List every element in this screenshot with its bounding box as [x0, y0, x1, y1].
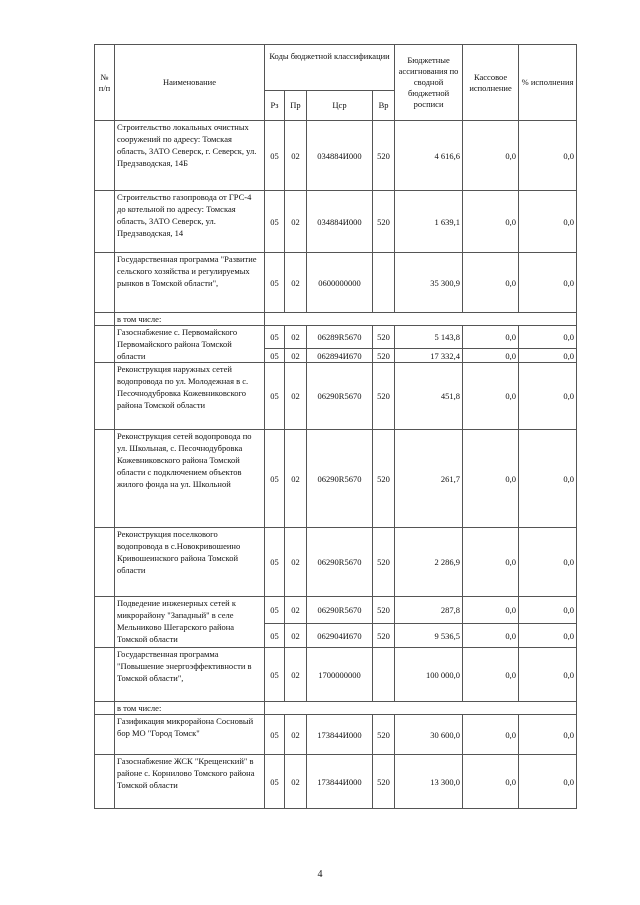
header-name: Наименование	[115, 45, 265, 121]
header-row-top	[95, 45, 577, 91]
row-name: Строительство газопровода от ГРС-4 до котельной по адресу: Томская область, ЗАТО Северск, ул. Предзаводская, 14	[115, 191, 265, 253]
row-pr: 02	[285, 430, 307, 528]
row-vr: 520	[373, 755, 395, 809]
row-percent: 0,0	[519, 253, 577, 313]
subheading-row	[95, 702, 577, 715]
header-cash: Кассовое исполнение	[463, 45, 519, 121]
row-csr: 062894И670	[307, 349, 373, 363]
row-num-cell	[95, 363, 115, 430]
row-allocation: 35 300,9	[395, 253, 463, 313]
table-row	[95, 755, 577, 809]
row-cash: 0,0	[463, 597, 519, 624]
row-percent: 0,0	[519, 349, 577, 363]
header-rz: Рз	[265, 91, 285, 121]
table-row	[95, 121, 577, 191]
row-allocation: 100 000,0	[395, 648, 463, 702]
row-rz: 05	[265, 191, 285, 253]
row-pr: 02	[285, 363, 307, 430]
row-percent: 0,0	[519, 648, 577, 702]
subheading-row	[95, 313, 577, 326]
row-name: Государственная программа "Развитие сельского хозяйства и регулируемых рынков в Томской области",	[115, 253, 265, 313]
row-vr	[373, 253, 395, 313]
row-allocation: 2 286,9	[395, 528, 463, 597]
row-csr: 06290R5670	[307, 430, 373, 528]
row-vr: 520	[373, 349, 395, 363]
row-num-cell	[95, 326, 115, 363]
row-allocation: 451,8	[395, 363, 463, 430]
row-cash: 0,0	[463, 624, 519, 648]
row-num-cell	[95, 191, 115, 253]
header-pr: Пр	[285, 91, 307, 121]
row-pr: 02	[285, 528, 307, 597]
row-cash: 0,0	[463, 121, 519, 191]
budget-execution-table	[94, 44, 577, 809]
row-allocation: 5 143,8	[395, 326, 463, 349]
program-row	[95, 648, 577, 702]
row-cash: 0,0	[463, 253, 519, 313]
row-rz: 05	[265, 715, 285, 755]
row-pr: 02	[285, 191, 307, 253]
page-number: 4	[317, 869, 323, 880]
row-cash: 0,0	[463, 755, 519, 809]
row-percent: 0,0	[519, 715, 577, 755]
row-pr: 02	[285, 648, 307, 702]
row-num-cell	[95, 648, 115, 702]
table-row	[95, 363, 577, 430]
row-allocation: 17 332,4	[395, 349, 463, 363]
row-pr: 02	[285, 326, 307, 349]
table-row	[95, 326, 577, 349]
row-rz: 05	[265, 528, 285, 597]
row-num-cell	[95, 253, 115, 313]
row-allocation: 9 536,5	[395, 624, 463, 648]
row-percent: 0,0	[519, 528, 577, 597]
row-name: Реконструкция поселкового водопровода в с.Новокривошеино Кривошеинского района Томской области	[115, 528, 265, 597]
row-cash: 0,0	[463, 430, 519, 528]
row-cash: 0,0	[463, 191, 519, 253]
row-percent: 0,0	[519, 755, 577, 809]
row-cash: 0,0	[463, 363, 519, 430]
row-allocation: 4 616,6	[395, 121, 463, 191]
row-csr: 06290R5670	[307, 597, 373, 624]
row-name: в том числе:	[115, 313, 265, 326]
row-name: Газоснабжение с. Первомайского Первомайского района Томской области	[115, 326, 265, 363]
row-name: Газоснабжение ЖСК "Крещенский" в районе с. Корнилово Томского района Томской области	[115, 755, 265, 809]
row-csr: 06290R5670	[307, 528, 373, 597]
row-pr: 02	[285, 349, 307, 363]
row-name: Подведение инженерных сетей к микрорайону "Западный" в селе Мельниково Шегарского района Томской области	[115, 597, 265, 648]
row-num-cell	[95, 597, 115, 648]
table-row	[95, 191, 577, 253]
row-pr: 02	[285, 715, 307, 755]
row-vr: 520	[373, 528, 395, 597]
row-cash: 0,0	[463, 648, 519, 702]
row-num-cell	[95, 430, 115, 528]
row-name: Государственная программа "Повышение энергоэффективности в Томской области",	[115, 648, 265, 702]
row-rz: 05	[265, 430, 285, 528]
table-row	[95, 430, 577, 528]
row-csr: 06290R5670	[307, 363, 373, 430]
header-allocation: Бюджетные ассигнования по сводной бюджетной росписи	[395, 45, 463, 121]
row-percent: 0,0	[519, 326, 577, 349]
header-codes-group: Коды бюджетной классификации	[265, 45, 395, 91]
row-allocation: 30 600,0	[395, 715, 463, 755]
row-percent: 0,0	[519, 191, 577, 253]
table-row	[95, 528, 577, 597]
row-num-cell	[95, 715, 115, 755]
row-cash: 0,0	[463, 326, 519, 349]
row-cash: 0,0	[463, 715, 519, 755]
row-rz: 05	[265, 121, 285, 191]
row-rz: 05	[265, 648, 285, 702]
row-num-cell	[95, 528, 115, 597]
row-pr: 02	[285, 253, 307, 313]
row-percent: 0,0	[519, 430, 577, 528]
row-pr: 02	[285, 755, 307, 809]
header-csr: Цср	[307, 91, 373, 121]
row-csr: 0600000000	[307, 253, 373, 313]
row-rz: 05	[265, 253, 285, 313]
row-pr: 02	[285, 624, 307, 648]
header-num: № п/п	[95, 45, 115, 121]
row-num-cell	[95, 121, 115, 191]
row-num-cell	[95, 313, 115, 326]
row-allocation: 261,7	[395, 430, 463, 528]
row-rz: 05	[265, 597, 285, 624]
row-rz: 05	[265, 363, 285, 430]
table-row	[95, 597, 577, 624]
row-vr: 520	[373, 597, 395, 624]
row-name: Строительство локальных очистных сооружений по адресу: Томская область, ЗАТО Северск, г. Северск, ул. Предзаводская, 14Б	[115, 121, 265, 191]
row-csr: 1700000000	[307, 648, 373, 702]
row-csr: 062904И670	[307, 624, 373, 648]
row-name: Газификация микрорайона Сосновый бор МО "Город Томск"	[115, 715, 265, 755]
row-allocation: 287,8	[395, 597, 463, 624]
row-vr: 520	[373, 363, 395, 430]
row-percent: 0,0	[519, 624, 577, 648]
row-name: Реконструкция сетей водопровода по ул. Школьная, с. Песочнодубровка Кожевниковского района Томской области с подключением объектов жилого фонда на ул. Школьной	[115, 430, 265, 528]
row-csr: 034884И000	[307, 191, 373, 253]
header-percent: % исполнения	[519, 45, 577, 121]
row-num-cell	[95, 755, 115, 809]
header-vr: Вр	[373, 91, 395, 121]
row-csr: 06289R5670	[307, 326, 373, 349]
row-vr: 520	[373, 121, 395, 191]
row-rz: 05	[265, 755, 285, 809]
row-rz: 05	[265, 349, 285, 363]
row-csr: 173844И000	[307, 755, 373, 809]
row-vr: 520	[373, 326, 395, 349]
table-row	[95, 715, 577, 755]
row-cash: 0,0	[463, 349, 519, 363]
row-percent: 0,0	[519, 121, 577, 191]
row-percent: 0,0	[519, 363, 577, 430]
row-vr: 520	[373, 624, 395, 648]
row-pr: 02	[285, 597, 307, 624]
subheading-filler	[265, 313, 577, 326]
row-rz: 05	[265, 624, 285, 648]
row-percent: 0,0	[519, 597, 577, 624]
row-num-cell	[95, 702, 115, 715]
row-pr: 02	[285, 121, 307, 191]
row-vr: 520	[373, 715, 395, 755]
row-name: в том числе:	[115, 702, 265, 715]
row-csr: 034884И000	[307, 121, 373, 191]
row-rz: 05	[265, 326, 285, 349]
row-vr: 520	[373, 191, 395, 253]
row-allocation: 1 639,1	[395, 191, 463, 253]
row-allocation: 13 300,0	[395, 755, 463, 809]
row-cash: 0,0	[463, 528, 519, 597]
subheading-filler	[265, 702, 577, 715]
program-row	[95, 253, 577, 313]
row-vr: 520	[373, 430, 395, 528]
row-csr: 173844И000	[307, 715, 373, 755]
row-name: Реконструкция наружных сетей водопровода по ул. Молодежная в с. Песочнодубровка Кожевниковского района Томской области	[115, 363, 265, 430]
row-vr	[373, 648, 395, 702]
